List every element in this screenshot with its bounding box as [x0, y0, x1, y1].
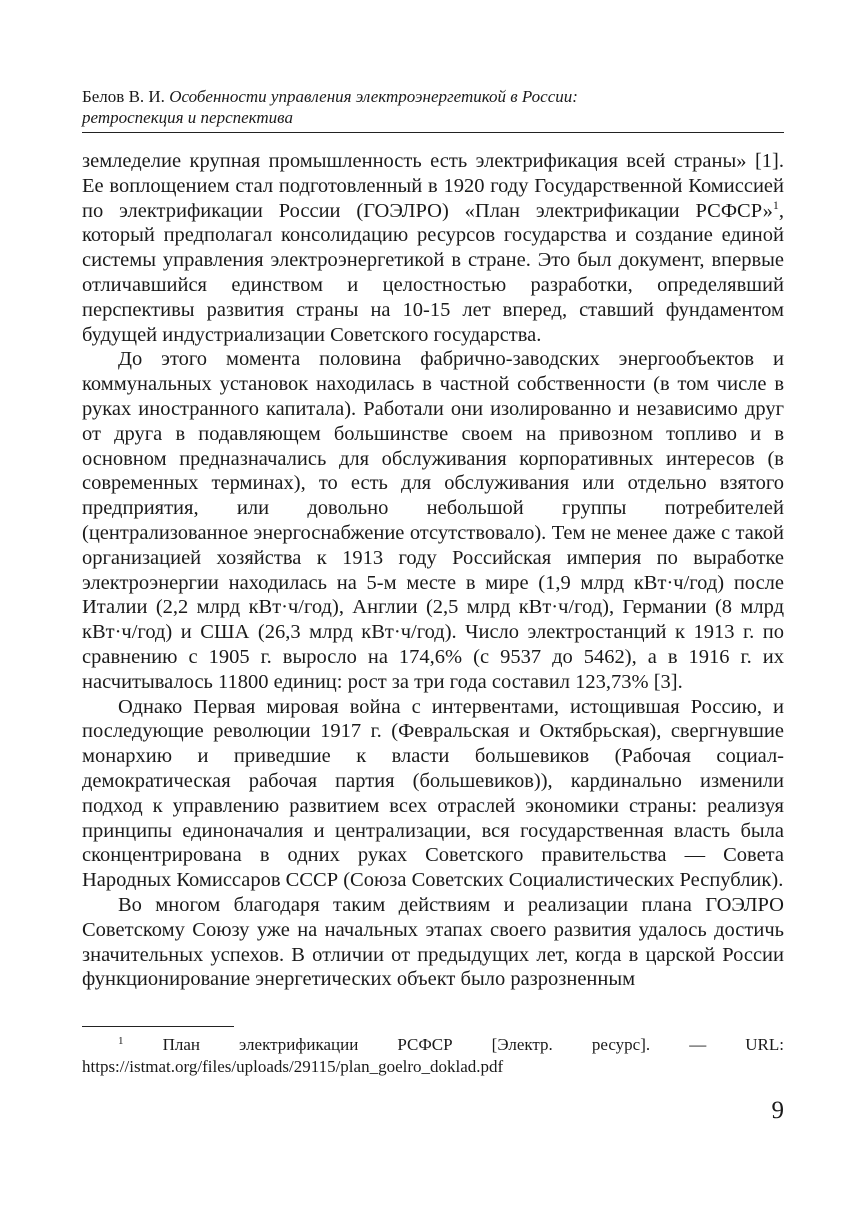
- paragraph-3: Однако Первая мировая война с интервентами, истощившая Россию, и последующие революции 1917 г. (Февральская и Октябрьская), свергнувшие монархию и приведшие к власти большевиков (Рабочая социал-демократическая рабочая партия (большевиков)), кардинально изменили подход к управлению развитием всех отраслей экономики страны: реализуя принципы единоначалия и централизации, вся государственная власть была сконцентрирована в одних руках Советского правительства — Совета Народных Комиссаров СССР (Союза Советских Социалистических Республик).: [82, 695, 784, 892]
- header-title-line-2: ретроспекция и перспектива: [82, 108, 293, 127]
- footnote-marker: 1: [118, 1035, 124, 1047]
- main-text: [82, 149, 784, 992]
- header-title-line-1: Особенности управления электроэнергетикой в России:: [169, 87, 578, 106]
- page-number: 9: [771, 1097, 784, 1124]
- header-line-1: [82, 86, 784, 107]
- footnote-reference: 1: [772, 197, 779, 212]
- paragraph-4: Во многом благодаря таким действиям и реализации плана ГОЭЛРО Советскому Союзу уже на начальных этапах своего развития удалось достичь значительных успехов. В отличии от предыдущих лет, когда в царской России функционирование энергетических объект было разрозненным: [82, 893, 784, 991]
- header-author: Белов В. И.: [82, 87, 165, 106]
- paragraph-1-text-a: земледелие крупная промышленность есть электрификация всей страны» [1]. Ее воплощением стал подготовленный в 1920 году Государственной Комиссией по электрификации России (ГОЭЛРО) «План электрификации РСФСР»: [82, 150, 784, 222]
- footnote-rule: [82, 1026, 234, 1027]
- paragraph-2: До этого момента половина фабрично-заводских энергообъектов и коммунальных установок находилась в частной собственности (в том числе в руках иностранного капитала). Работали они изолированно и независимо друг от друга в подавляющем большинстве своем на привозном топливо и в основном предназначались для обслуживания корпоративных интересов (в современных терминах), то есть для обслуживания или отдельно взятого предприятия, или довольно небольшой группы потребителей (централизованное энергоснабжение отсутствовало). Тем не менее даже с такой организацией хозяйства к 1913 году Российская империя по выработке электроэнергии находилась на 5-м месте в мире (1,9 млрд кВт·ч/год) после Италии (2,2 млрд кВт·ч/год), Англии (2,5 млрд кВт·ч/год), Германии (8 млрд кВт·ч/год) и США (26,3 млрд кВт·ч/год). Число электростанций к 1913 г. по сравнению с 1905 г. выросло на 174,6% (с 9537 до 5462), а в 1916 г. их насчитывалось 11800 единиц: рост за три года составил 123,73% [3].: [82, 348, 784, 693]
- paragraph-1-text-b: , который предполагал консолидацию ресурсов государства и создание единой системы управления электроэнергетикой в стране. Это был документ, впервые отличавшийся единством и целостностью разработки, определявший перспективы развития страны на 10-15 лет вперед, ставший фундаментом будущей индустриализации Советского государства.: [82, 199, 784, 346]
- header-rule: [82, 132, 784, 133]
- footnote-text: План электрификации РСФСР [Электр. ресурс]. — URL: https://istmat.org/files/uploads/29115/plan_goelro_doklad.pdf: [82, 1035, 784, 1076]
- footnote: [82, 1034, 784, 1078]
- paragraph-1: [82, 149, 784, 347]
- running-header: [82, 86, 784, 128]
